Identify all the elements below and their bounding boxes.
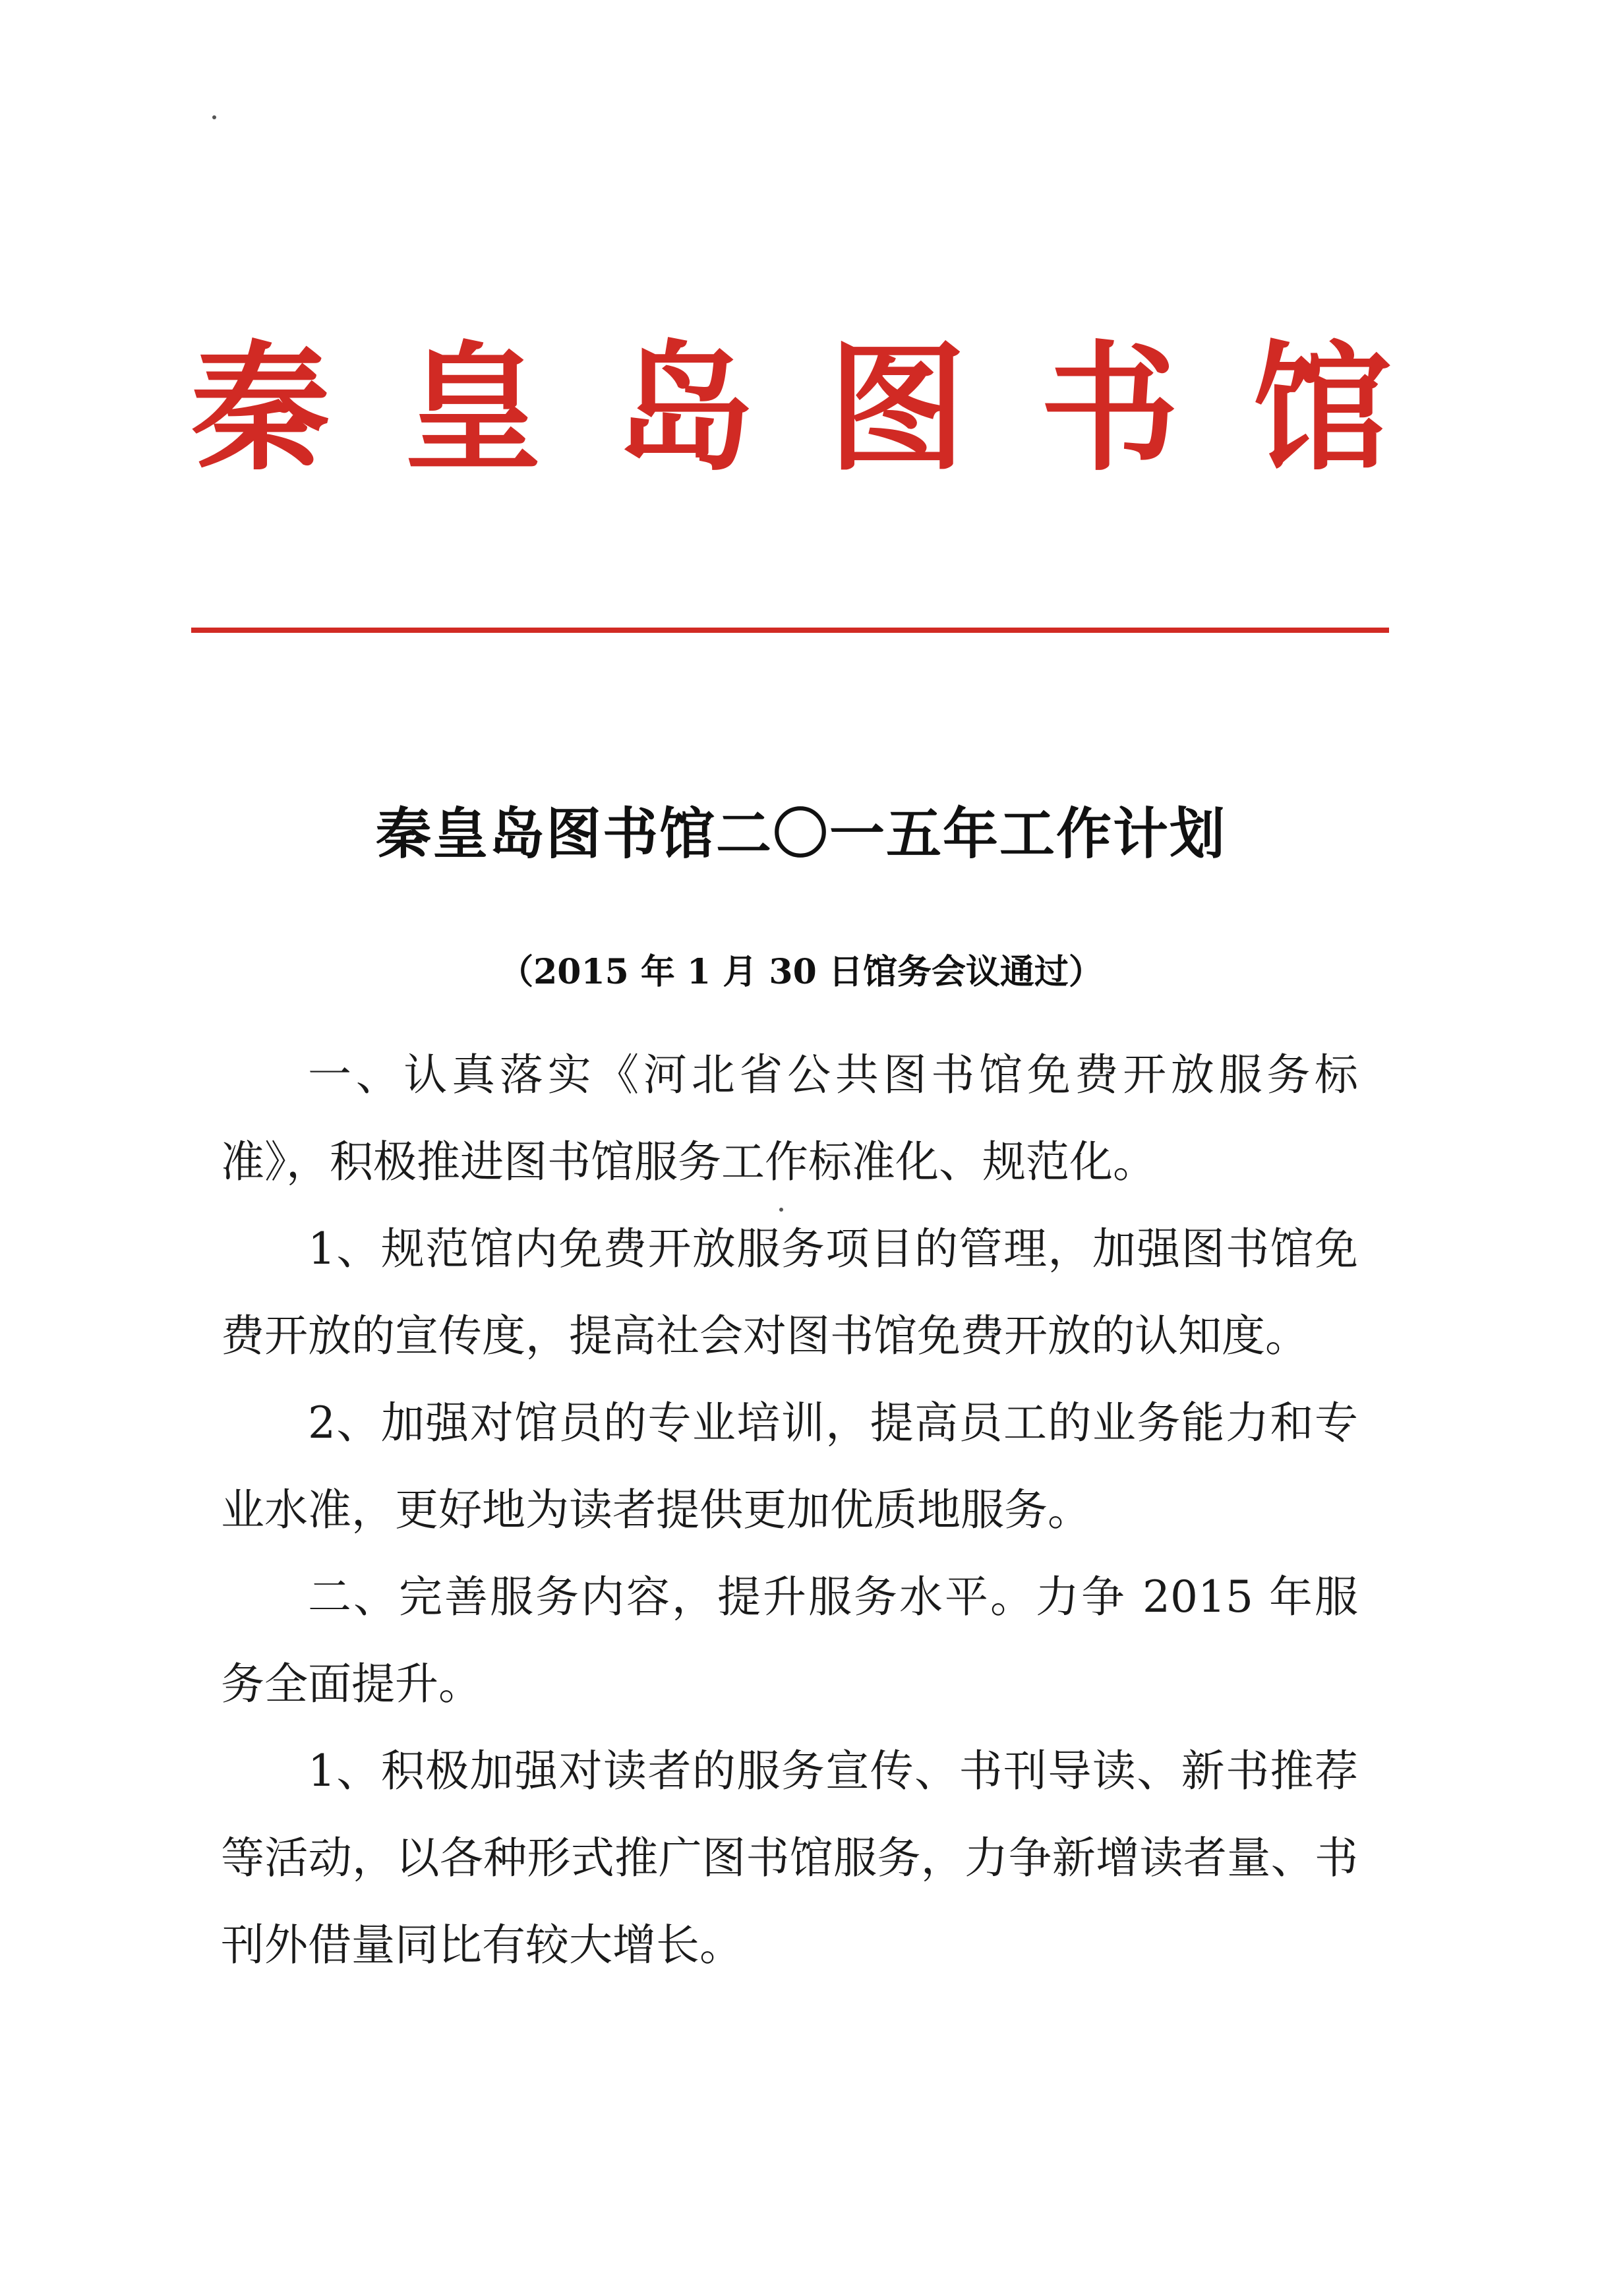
document-body [221, 1032, 1358, 1989]
body-paragraph: 一、认真落实《河北省公共图书馆免费开放服务标准》，积极推进图书馆服务工作标准化、规范化。 [221, 1049, 1358, 1187]
body-paragraph: 1、积极加强对读者的服务宣传、书刊导读、新书推荐等活动，以各种形式推广图书馆服务，力争新增读者量、书刊外借量同比有较大增长。 [221, 1746, 1358, 1970]
scan-speck [779, 1208, 783, 1212]
letterhead-char: 图 [827, 327, 966, 490]
letterhead-char: 秦 [191, 327, 330, 490]
letterhead-char: 馆 [1252, 327, 1391, 490]
body-paragraph: 二、完善服务内容，提升服务水平。力争 2015 年服务全面提升。 [221, 1572, 1358, 1709]
letterhead-char: 书 [1040, 327, 1179, 490]
document-subtitle: （2015 年 1 月 30 日馆务会议通过） [499, 952, 1103, 992]
letterhead-title [191, 327, 1391, 490]
letterhead-char: 岛 [615, 327, 754, 490]
body-paragraph: 2、加强对馆员的专业培训，提高员工的业务能力和专业水准，更好地为读者提供更加优质地服务。 [221, 1398, 1358, 1535]
body-paragraph: 1、规范馆内免费开放服务项目的管理，加强图书馆免费开放的宣传度，提高社会对图书馆免费开放的认知度。 [221, 1223, 1358, 1361]
letterhead-char: 皇 [403, 327, 542, 490]
scan-speck [212, 115, 216, 119]
letterhead-divider [191, 628, 1389, 633]
document-title: 秦皇岛图书馆二〇一五年工作计划 [375, 802, 1226, 866]
